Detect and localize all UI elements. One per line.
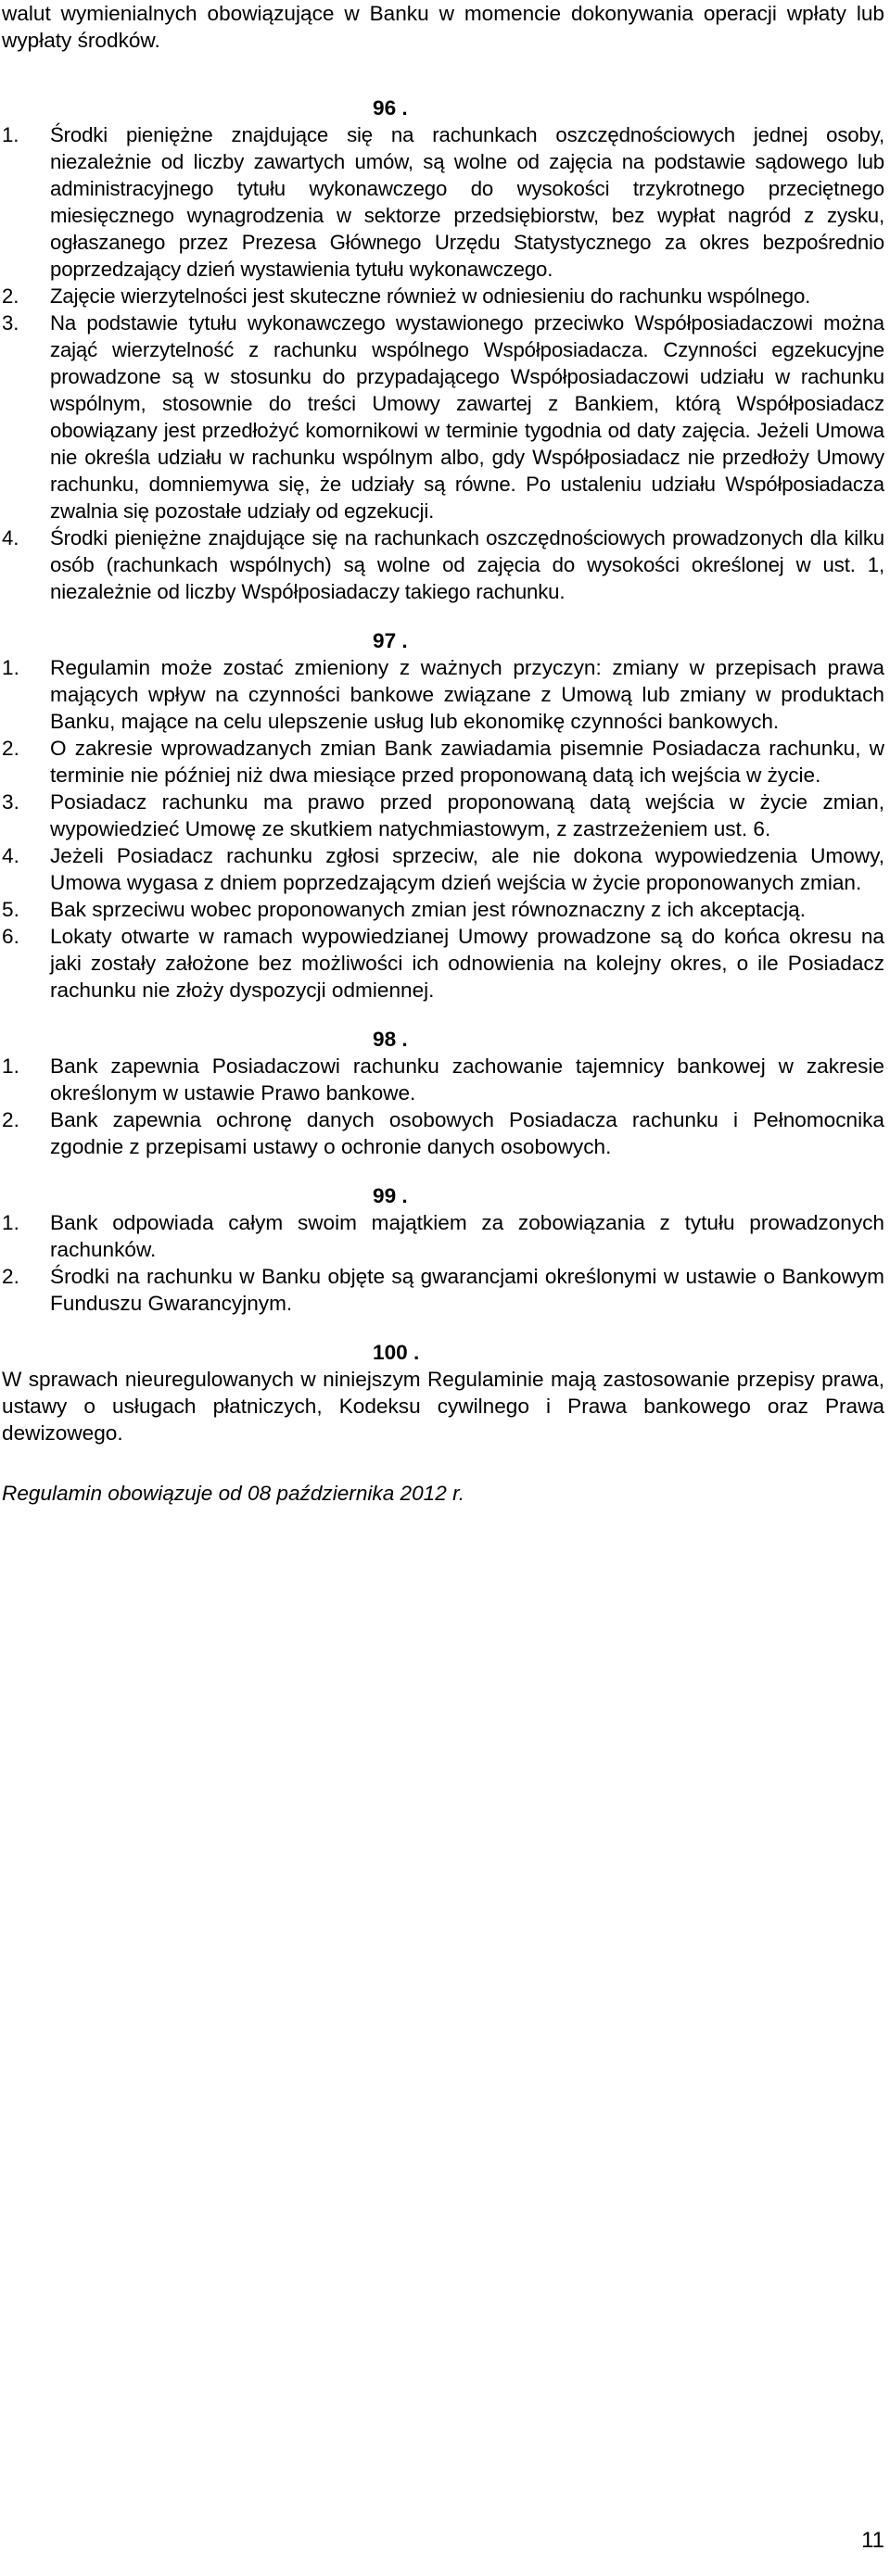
section-99-points: [2, 1209, 884, 1317]
list-item: [2, 735, 884, 789]
point-number: 3.: [2, 790, 19, 814]
list-item: [2, 789, 884, 842]
list-item: [2, 1106, 884, 1160]
section-heading-99: 99 .: [373, 1184, 408, 1207]
point-text: Bank zapewnia ochronę danych osobowych Posiadacza rachunku i Pełnomocnika zgodnie z przepisami ustawy o ochronie danych osobowych.: [50, 1108, 884, 1158]
point-number: 1.: [2, 1054, 19, 1078]
point-text: Na podstawie tytułu wykonawczego wystawionego przeciwko Współposiadaczowi można zająć wierzytelność z rachunku wspólnego Współposiadacza. Czynności egzekucyjne prowadzone są w stosunku do przypadającego Współposiadaczowi udziału w rachunku wspólnym, stosownie do treści Umowy zawartej z Bankiem, którą Współposiadacz obowiązany jest przedłożyć komornikowi w terminie tygodnia od daty zajęcia. Jeżeli Umowa nie określa udziału w rachunku wspólnym albo, gdy Współposiadacz nie przedłoży Umowy rachunku, domniemywa się, że udziały są równe. Po ustaleniu udziału Współposiadacza zwalnia się pozostałe udziały od egzekucji.: [50, 311, 884, 523]
point-text: O zakresie wprowadzanych zmian Bank zawiadamia pisemnie Posiadacza rachunku, w terminie nie później niż dwa miesiące przed proponowaną datą ich wejścia w życie.: [50, 737, 884, 787]
point-text: Środki pieniężne znajdujące się na rachunkach oszczędnościowych jednej osoby, niezależnie od liczby zawartych umów, są wolne od zajęcia na podstawie sądowego lub administracyjnego tytułu wykonawczego do wysokości trzykrotnego przeciętnego miesięcznego wynagrodzenia w sektorze przedsiębiorstw, bez wypłat nagród z zysku, ogłaszanego przez Prezesa Głównego Urzędu Statystycznego za okres bezpośrednio poprzedzający dzień wystawienia tytułu wykonawczego.: [50, 123, 884, 281]
section-heading-96: 96 .: [373, 96, 408, 120]
list-item: [2, 1209, 884, 1263]
point-text: Posiadacz rachunku ma prawo przed proponowaną datą wejścia w życie zmian, wypowiedzieć Umowę ze skutkiem natychmiastowym, z zastrzeżeniem ust. 6.: [50, 790, 884, 840]
point-text: Regulamin może zostać zmieniony z ważnych przyczyn: zmiany w przepisach prawa mających wpływ na czynności bankowe związane z Umową lub zmiany w produktach Banku, mające na celu ulepszenie usług lub ekonomikę czynności bankowych.: [50, 656, 884, 733]
point-text: Lokaty otwarte w ramach wypowiedzianej Umowy prowadzone są do końca okresu na jaki zostały założone bez możliwości ich odnowienia na kolejny okres, o ile Posiadacz rachunku nie złoży dyspozycji odmiennej.: [50, 925, 884, 1002]
section-98-points: [2, 1053, 884, 1160]
list-item: [2, 524, 884, 605]
list-item: [2, 923, 884, 1004]
point-text: Środki na rachunku w Banku objęte są gwarancjami określonymi w ustawie o Bankowym Funduszu Gwarancyjnym.: [50, 1265, 884, 1315]
document-page: [2, 0, 884, 1528]
point-number: 1.: [2, 656, 19, 679]
section-97-points: [2, 654, 884, 1004]
list-item: [2, 1053, 884, 1106]
point-text: Bak sprzeciwu wobec proponowanych zmian jest równoznaczny z ich akceptacją.: [50, 898, 807, 921]
list-item: [2, 309, 884, 524]
point-text: Bank zapewnia Posiadaczowi rachunku zachowanie tajemnicy bankowej w zakresie określonym w ustawie Prawo bankowe.: [50, 1054, 884, 1105]
point-number: 4.: [2, 844, 19, 867]
page-number: 11: [861, 2528, 884, 2553]
section-heading-97: 97 .: [373, 629, 408, 652]
point-text: Bank odpowiada całym swoim majątkiem za zobowiązania z tytułu prowadzonych rachunków.: [50, 1211, 884, 1261]
list-item: [2, 896, 884, 923]
point-text: Środki pieniężne znajdujące się na rachunkach oszczędnościowych prowadzonych dla kilku osób (rachunkach wspólnych) są wolne od zajęcia do wysokości określonej w ust. 1, niezależnie od liczby Współposiadaczy takiego rachunku.: [50, 526, 884, 603]
list-item: [2, 121, 884, 283]
section-96-points: [2, 121, 884, 605]
point-number: 2.: [2, 1108, 19, 1131]
list-item: [2, 283, 884, 309]
point-number: 1.: [2, 123, 19, 146]
point-number: 2.: [2, 737, 19, 760]
point-number: 2.: [2, 284, 19, 308]
point-number: 4.: [2, 526, 19, 549]
section-heading-98: 98 .: [373, 1028, 408, 1051]
list-item: [2, 842, 884, 896]
point-text: Jeżeli Posiadacz rachunku zgłosi sprzeciw, ale nie dokona wypowiedzenia Umowy, Umowa wygasa z dniem poprzedzającym dzień wejścia w życie proponowanych zmian.: [50, 844, 884, 894]
list-item: [2, 1263, 884, 1317]
section-heading-100: 100 .: [373, 1341, 420, 1364]
point-text: Zajęcie wierzytelności jest skuteczne również w odniesieniu do rachunku wspólnego.: [50, 284, 811, 308]
point-number: 1.: [2, 1211, 19, 1234]
closing-statement: Regulamin obowiązuje od 08 października 2012 r.: [2, 1482, 465, 1505]
intro-paragraph: walut wymienialnych obowiązujące w Banku w momencie dokonywania operacji wpłaty lub wypłaty środków.: [2, 2, 884, 52]
point-number: 6.: [2, 925, 19, 948]
point-number: 5.: [2, 898, 19, 921]
section-100-paragraph: W sprawach nieuregulowanych w niniejszym Regulaminie mają zastosowanie przepisy prawa, ustawy o usługach płatniczych, Kodeksu cywilnego i Prawa bankowego oraz Prawa dewizowego.: [2, 1368, 884, 1445]
point-number: 2.: [2, 1265, 19, 1288]
point-number: 3.: [2, 311, 19, 335]
list-item: [2, 654, 884, 735]
